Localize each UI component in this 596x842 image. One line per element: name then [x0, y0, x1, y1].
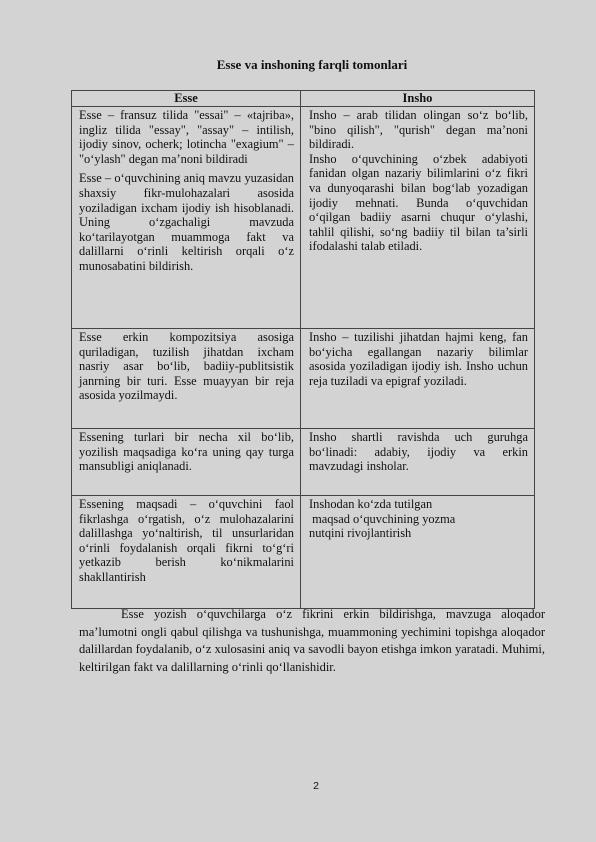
cell-line: Inshodan ko‘zda tutilgan — [309, 497, 433, 511]
cell-paragraph: Essening maqsadi – o‘quvchini faol fikrlashga o‘rgatish, o‘z mulohazalarini dalillashga yo‘naltirish, til unsurlaridan o‘rinli foydalanish orqali fikrni to‘g‘ri yetkazib berish ko‘nikmalarini shakllantirish — [79, 497, 294, 584]
column-header-insho: Insho — [301, 91, 535, 107]
column-header-esse: Esse — [72, 91, 301, 107]
page-number: 2 — [313, 780, 319, 792]
table-header-row — [72, 91, 535, 107]
insho-cell — [301, 329, 535, 429]
cell-line: maqsad o‘quvchining yozma — [309, 511, 456, 526]
cell-paragraph: Insho o‘quvchining o‘zbek adabiyoti fanidan olgan nazariy bilimlarini o‘z fikri va dunyoqarashi bilan bog‘lab yozadigan ijodiy mehnati. Bunda o‘quvchidan o‘qilgan badiiy asarni chuqur o‘ylashi, tahlil qilishi, so‘ng badiiy til bilan ta’sirli ifodalashi talab etiladi. — [309, 151, 528, 254]
cell-paragraph: Esse – o‘quvchining aniq mavzu yuzasidan shaxsiy fikr-mulohazalari asosida yoziladigan ixcham ijodiy ish hisoblanadi. Uning o‘zgachaligi mavzuda ko‘tarilayotgan muammoga fakt va dalillarni o‘rinli keltirish orqali o‘z munosabatini bildirish. — [79, 171, 294, 273]
table-row — [72, 429, 535, 496]
esse-cell — [72, 429, 301, 496]
cell-line: nutqini rivojlantirish — [309, 526, 412, 541]
cell-paragraph: Esse erkin kompozitsiya asosiga quriladigan, tuzilish jihatdan ixcham nasriy asar bo‘lib, badiiy-publitsistik janrning bir turi. Esse muayyan bir reja asosida yozilmaydi. — [79, 330, 294, 403]
insho-cell — [301, 496, 535, 609]
cell-paragraph: Esse – fransuz tilida "essai" – «tajriba», ingliz tilida "essay", "assay" – intilish, ijodiy sinov, ocherk; lotincha "exagium" – "o‘ylash" degan ma’noni bildiradi — [79, 108, 294, 166]
comparison-table — [71, 90, 535, 609]
esse-cell — [72, 496, 301, 609]
table-row — [72, 496, 535, 609]
insho-cell — [301, 429, 535, 496]
cell-paragraph: Insho – arab tilidan olingan so‘z bo‘lib, "bino qilish", "qurish" degan ma’noni bildiradi. — [309, 108, 528, 152]
table-row — [72, 107, 535, 329]
page-title: Esse va inshoning farqli tomonlari — [216, 57, 408, 72]
esse-cell — [72, 329, 301, 429]
table-row — [72, 329, 535, 429]
body-paragraph: Esse yozish o‘quvchilarga o‘z fikrini erkin bildirishga, mavzuga aloqador ma’lumotni ongli qabul qilishga va tushunishga, muammoning yechimini topishga aloqador dalillardan foydalanib, o‘z xulosasini aniq va savodli bayon etishga imkon yaratadi. Muhimi, keltirilgan fakt va dalillarning o‘rinli qo‘llanishidir. — [79, 607, 545, 674]
cell-paragraph: Essening turlari bir necha xil bo‘lib, yozilish maqsadiga ko‘ra uning qay turga mansubligi aniqlanadi. — [79, 430, 294, 474]
cell-paragraph: Insho – tuzilishi jihatdan hajmi keng, fan bo‘yicha egallangan nazariy bilimlar asosida yoziladigan ijodiy ish. Insho uchun reja tuziladi va epigraf yoziladi. — [309, 330, 528, 388]
insho-cell — [301, 107, 535, 329]
cell-paragraph: Insho shartli ravishda uch guruhga bo‘linadi: adabiy, ijodiy va erkin mavzudagi insholar. — [309, 430, 528, 474]
esse-cell — [72, 107, 301, 329]
